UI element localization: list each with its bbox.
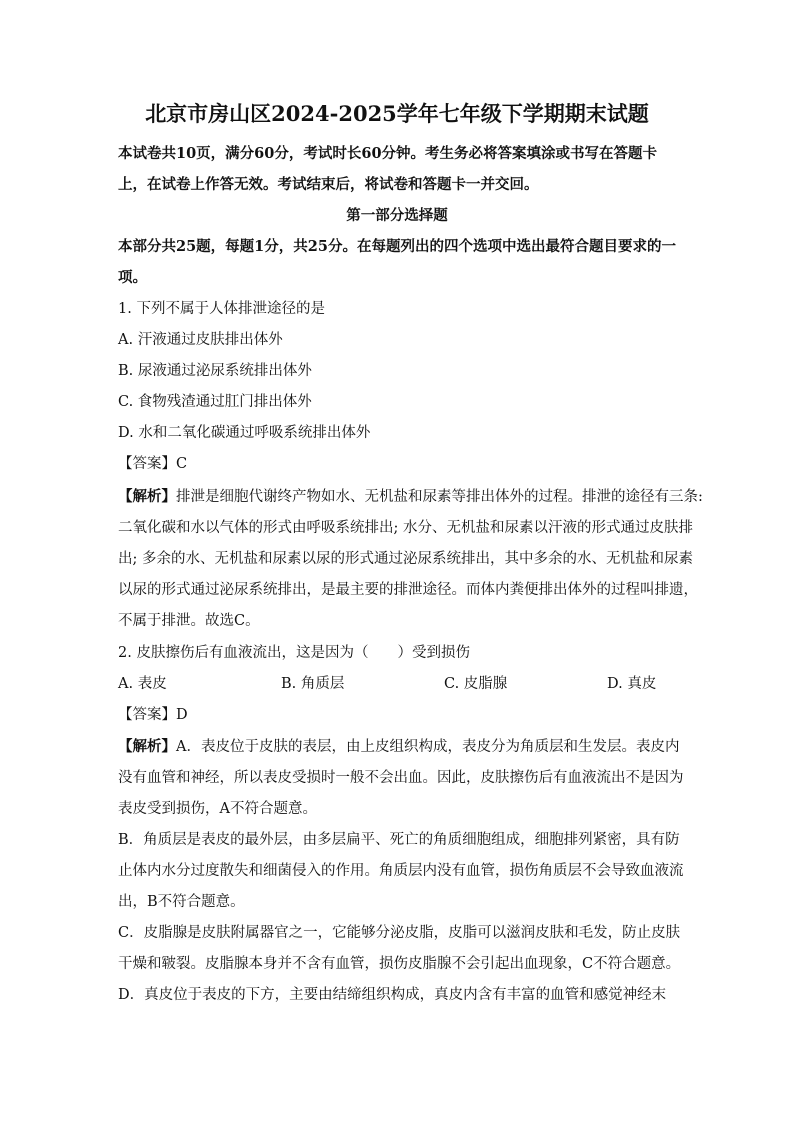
- question-2-analysis-line-7: C．皮脂腺是皮肤附属器官之一，它能够分泌皮脂，皮脂可以滋润皮肤和毛发，防止皮肤: [118, 925, 681, 941]
- question-2-analysis-line-1: [118, 737, 679, 757]
- question-2-answer: 【答案】D: [118, 707, 188, 723]
- question-1-option-b: B. 尿液通过泌尿系统排出体外: [118, 363, 312, 379]
- question-2-stem: 2. 皮肤擦伤后有血液流出，这是因为（ ）受到损伤: [118, 645, 470, 661]
- question-2-analysis-line-9: D．真皮位于表皮的下方，主要由结缔组织构成，真皮内含有丰富的血管和感觉神经末: [118, 987, 667, 1003]
- question-2-option-b: B. 角质层: [281, 676, 345, 692]
- page-title: 北京市房山区2024-2025学年七年级下学期期末试题: [145, 101, 649, 126]
- question-1-analysis-line-1: [118, 487, 703, 507]
- section-title: 第一部分选择题: [346, 207, 448, 224]
- question-2-option-a: A. 表皮: [118, 676, 167, 692]
- question-1-option-c: C. 食物残渣通过肛门排出体外: [118, 394, 312, 410]
- question-2-analysis-line-2: 没有血管和神经，所以表皮受损时一般不会出血。因此，皮肤擦伤后有血液流出不是因为: [118, 770, 684, 786]
- question-2-option-c: C. 皮脂腺: [444, 676, 508, 692]
- question-2-analysis-line-5: 止体内水分过度散失和细菌侵入的作用。角质层内没有血管，损伤角质层不会导致血液流: [118, 863, 684, 879]
- analysis-label: 【解析】: [118, 488, 176, 505]
- question-1-option-d: D. 水和二氧化碳通过呼吸系统排出体外: [118, 425, 371, 441]
- question-1-analysis-line-4: 以尿的形式通过泌尿系统排出，是最主要的排泄途径。而体内粪便排出体外的过程叫排遗，: [118, 582, 698, 598]
- question-2-analysis-line-8: 干燥和皲裂。皮脂腺本身并不含有血管，损伤皮脂腺不会引起出血现象，C不符合题意。: [118, 956, 681, 972]
- intro-line-1: 本试卷共10页，满分60分，考试时长60分钟。考生务必将答案填涂或书写在答题卡: [118, 145, 658, 162]
- question-1-stem: 1. 下列不属于人体排泄途径的是: [118, 301, 325, 317]
- question-2-analysis-line-3: 表皮受到损伤，A不符合题意。: [118, 801, 317, 817]
- question-2-analysis-line-6: 出，B不符合题意。: [118, 894, 245, 910]
- question-2-analysis-line-4: B．角质层是表皮的最外层，由多层扁平、死亡的角质细胞组成，细胞排列紧密，具有防: [118, 832, 680, 848]
- question-1-analysis-line-2: 二氧化碳和水以气体的形式由呼吸系统排出; 水分、无机盐和尿素以汗液的形式通过皮肤排: [118, 520, 693, 536]
- section-desc-line-1: 本部分共25题，每题1分，共25分。在每题列出的四个选项中选出最符合题目要求的一: [118, 238, 676, 255]
- analysis-text: A．表皮位于皮肤的表层，由上皮组织构成，表皮分为角质层和生发层。表皮内: [176, 739, 680, 755]
- analysis-text: 排泄是细胞代谢终产物如水、无机盐和尿素等排出体外的过程。排泄的途径有三条:: [176, 489, 703, 505]
- question-2-option-d: D. 真皮: [607, 676, 657, 692]
- question-1-answer: 【答案】C: [118, 456, 188, 472]
- question-1-analysis-line-3: 出; 多余的水、无机盐和尿素以尿的形式通过泌尿系统排出，其中多余的水、无机盐和尿素: [118, 551, 693, 567]
- intro-line-2: 上，在试卷上作答无效。考试结束后，将试卷和答题卡一并交回。: [118, 176, 539, 193]
- question-1-analysis-line-5: 不属于排泄。故选C。: [118, 613, 260, 629]
- section-desc-line-2: 项。: [118, 269, 147, 286]
- question-1-option-a: A. 汗液通过皮肤排出体外: [118, 332, 283, 348]
- analysis-label: 【解析】: [118, 738, 176, 755]
